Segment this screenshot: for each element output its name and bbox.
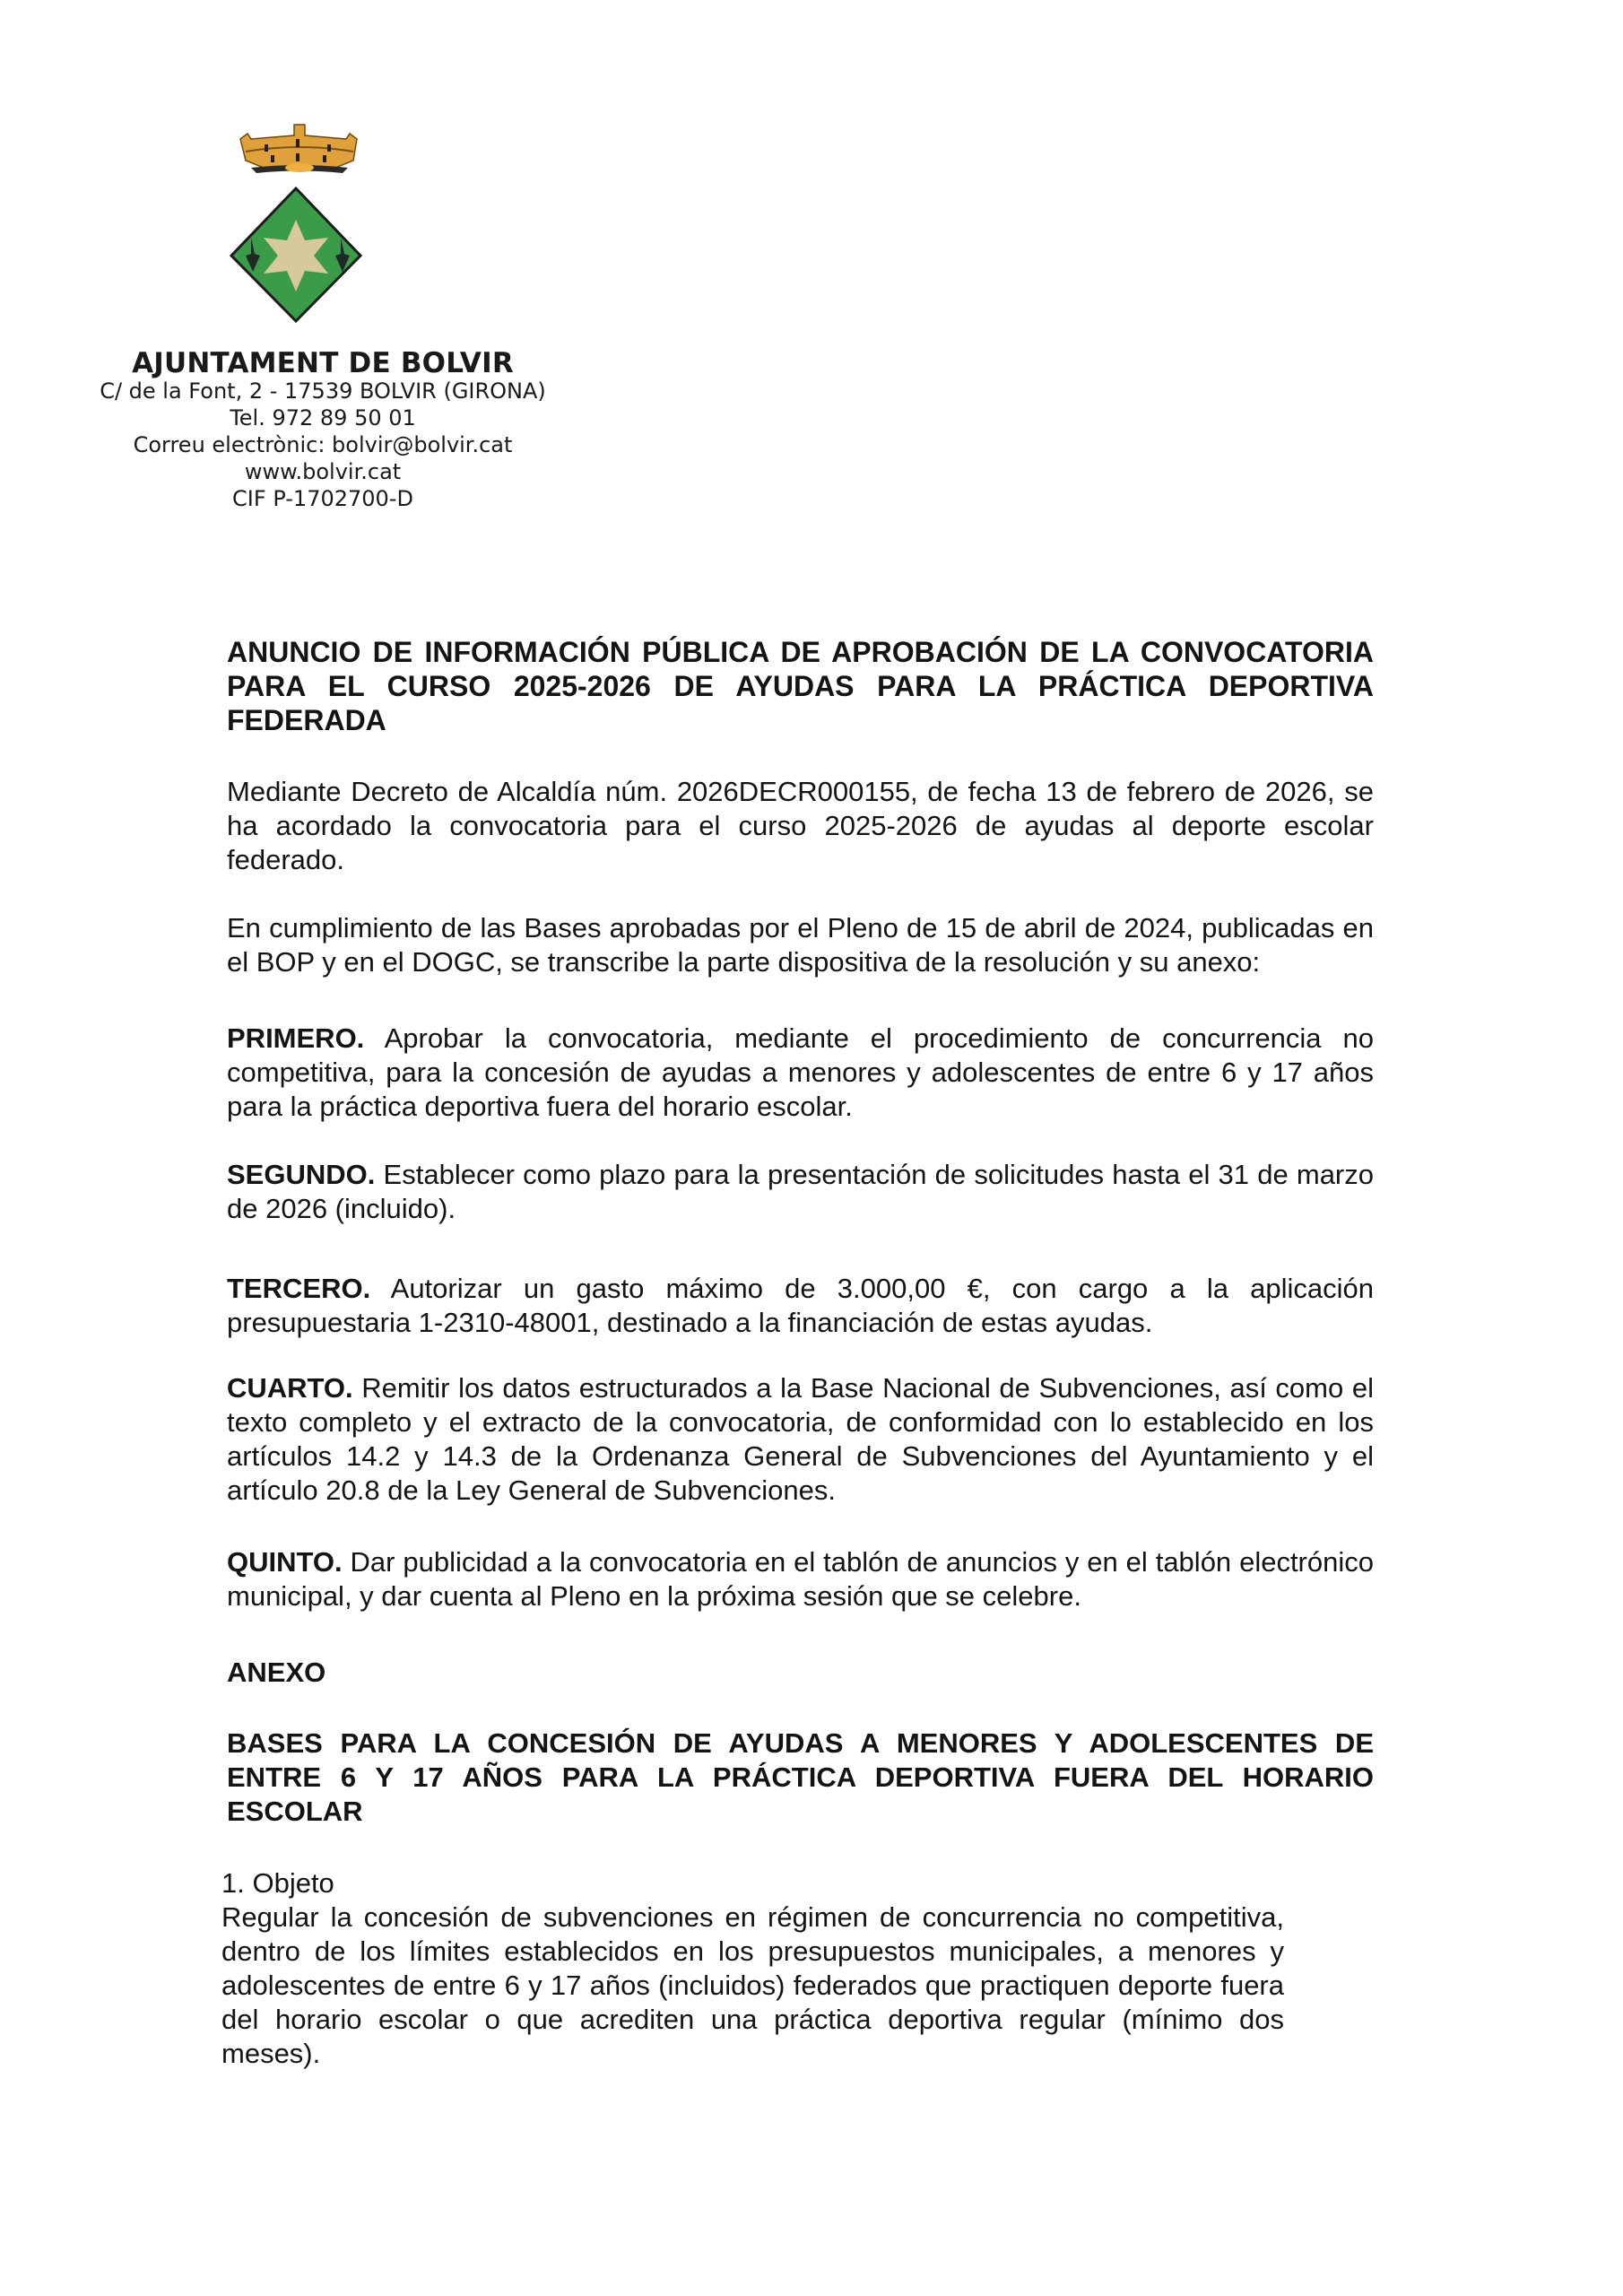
section-text: Regular la concesión de subvenciones en régimen de concurrencia no competitiva, dentro de los límites establecidos en los presupuestos municipales, a menores y adolescentes de entre 6 y 17 años (incluidos) federados que practiquen deporte fuera del horario escolar o que acrediten una práctica deportiva regular (mínimo dos meses).	[221, 1901, 1284, 2069]
letterhead	[99, 348, 547, 512]
resolution-lead: CUARTO.	[227, 1372, 353, 1404]
website: www.bolvir.cat	[244, 459, 402, 484]
resolution-segundo	[227, 1158, 1374, 1226]
resolution-text: Aprobar la convocatoria, mediante el procedimiento de concurrencia no competitiva, para la concesión de ayudas a menores y adolescentes de entre 6 y 17 años para la práctica deportiva fuera del horario escolar.	[227, 1022, 1375, 1122]
resolution-lead: QUINTO.	[227, 1546, 343, 1578]
email: Correu electrònic: bolvir@bolvir.cat	[133, 432, 513, 457]
resolution-primero	[227, 1022, 1374, 1124]
crown-icon	[240, 125, 357, 173]
document-title: ANUNCIO DE INFORMACIÓN PÚBLICA DE APROBACIÓN DE LA CONVOCATORIA PARA EL CURSO 2025-2026 DE AYUDAS PARA LA PRÁCTICA DEPORTIVA FEDERADA	[227, 636, 1374, 736]
resolution-text: Dar publicidad a la convocatoria en el tablón de anuncios y en el tablón electrónico municipal, y dar cuenta al Pleno en la próxima sesión que se celebre.	[227, 1546, 1374, 1612]
compliance-paragraph: En cumplimiento de las Bases aprobadas por el Pleno de 15 de abril de 2024, publicadas en el BOP y en el DOGC, se transcribe la parte dispositiva de la resolución y su anexo:	[227, 912, 1374, 978]
intro-paragraph: Mediante Decreto de Alcaldía núm. 2026DECR000155, de fecha 13 de febrero de 2026, se ha acordado la convocatoria para el curso 2025-2026 de ayudas al deporte escolar federado.	[227, 776, 1374, 875]
annex-heading: ANEXO	[227, 1657, 326, 1688]
organization-name: AJUNTAMENT DE BOLVIR	[132, 347, 514, 379]
resolution-lead: SEGUNDO.	[227, 1159, 376, 1190]
coat-of-arms-logo	[224, 112, 368, 327]
address: C/ de la Font, 2 - 17539 BOLVIR (GIRONA)	[100, 378, 546, 404]
resolution-tercero	[227, 1272, 1374, 1340]
resolution-lead: PRIMERO.	[227, 1022, 365, 1054]
resolution-text: Remitir los datos estructurados a la Base Nacional de Subvenciones, así como el texto completo y el extracto de la convocatoria, de conformidad con lo establecido en los artículos 14.2 y 14.3 de la Ordenanza General de Subvenciones del Ayuntamiento y el artículo 20.8 de la Ley General de Subvenciones.	[227, 1372, 1374, 1506]
phone: Tel. 972 89 50 01	[230, 405, 416, 430]
resolution-cuarto	[227, 1371, 1374, 1508]
resolution-text: Autorizar un gasto máximo de 3.000,00 €, con cargo a la aplicación presupuestaria 1-2310-48001, destinado a la financiación de estas ayudas.	[227, 1273, 1374, 1338]
cif: CIF P-1702700-D	[232, 486, 413, 511]
section-heading: 1. Objeto	[221, 1867, 334, 1899]
resolution-text: Establecer como plazo para la presentación de solicitudes hasta el 31 de marzo de 2026 (incluido).	[227, 1159, 1374, 1224]
resolution-lead: TERCERO.	[227, 1273, 371, 1304]
bases-title: BASES PARA LA CONCESIÓN DE AYUDAS A MENORES Y ADOLESCENTES DE ENTRE 6 Y 17 AÑOS PARA LA PRÁCTICA DEPORTIVA FUERA DEL HORARIO ESCOLAR	[227, 1727, 1374, 1827]
resolution-quinto	[227, 1545, 1374, 1613]
shield-icon	[231, 188, 360, 321]
document-body	[221, 635, 1375, 2071]
section-objeto	[221, 1866, 1284, 2071]
